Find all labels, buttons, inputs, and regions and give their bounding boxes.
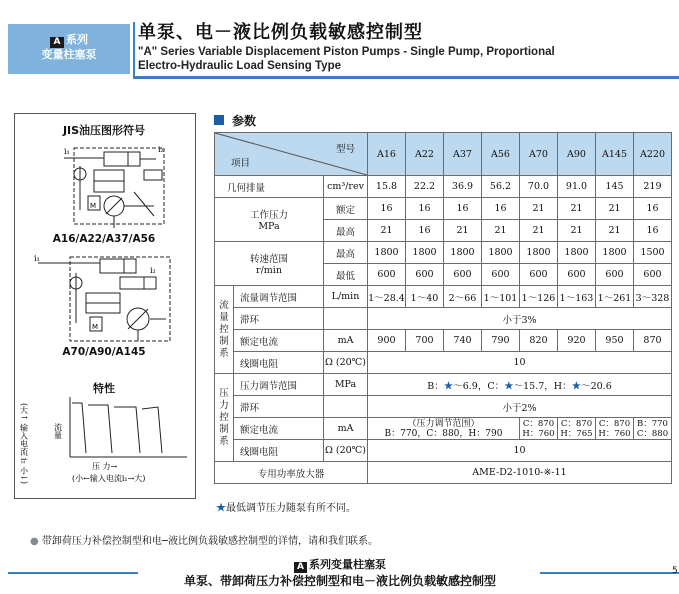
table-cell-text: C：870 — [522, 418, 555, 429]
pressure-label-cell — [215, 198, 324, 242]
table-row-displacement — [215, 176, 672, 198]
table-row-pressure-rated — [215, 198, 672, 220]
speed-label-cell — [215, 242, 324, 286]
footer-series-logo-icon: A — [294, 562, 307, 573]
footer-rule-right — [540, 572, 679, 574]
table-row-flow-hysteresis — [215, 308, 672, 330]
disp-unit: cm³/rev — [324, 176, 368, 198]
table-cell: 1800 — [520, 242, 558, 264]
header-diagonal-cell — [215, 133, 368, 176]
table-cell: 1800 — [482, 242, 520, 264]
table-cell: Ω (20℃) — [324, 352, 368, 374]
table-cell: 流量调节范围 — [234, 286, 324, 308]
char-axis-x2: (小←输入电流i₁→大) — [72, 474, 146, 483]
characteristic-title: 特性 — [93, 382, 115, 395]
table-row-amplifier — [215, 462, 672, 484]
contact-text: 带卸荷压力补偿控制型和电─液比例负载敏感控制型的详情，请和我们联系。 — [41, 536, 378, 547]
table-cell: Ω (20℃) — [324, 440, 368, 462]
table-cell: 滞环 — [234, 308, 324, 330]
table-cell: 36.9 — [444, 176, 482, 198]
characteristic-curve-chart — [19, 393, 192, 491]
table-cell: 740 — [444, 330, 482, 352]
page-number: 5 — [672, 566, 678, 576]
footnote-text: 最低调节压力随泵有所不同。 — [226, 503, 356, 514]
table-cell — [596, 418, 634, 440]
table-cell: 额定电流 — [234, 418, 324, 440]
page-subtitle-line1: "A" Series Variable Displacement Piston Pumps - Single Pump, Proportional — [138, 46, 555, 58]
table-row-press-current — [215, 418, 672, 440]
table-cell: AME-D2-1010-※-11 — [368, 462, 672, 484]
press-range-value: B：★～6.9，C：★～15.7，H：★～20.6 — [368, 374, 672, 396]
table-cell-text: 转速范围 — [249, 254, 288, 265]
table-row-flow-coil — [215, 352, 672, 374]
header-rule — [133, 76, 679, 79]
jis-symbol-title: JIS油压图形符号 — [62, 124, 146, 137]
table-cell: 额定 — [324, 198, 368, 220]
table-cell: 600 — [368, 264, 406, 286]
char-axis-y: (大↑ 输入电流 i₂ 小↓) — [19, 403, 29, 485]
table-cell: 950 — [596, 330, 634, 352]
table-row-press-coil — [215, 440, 672, 462]
caption-models-1: A16/A22/A37/A56 — [52, 233, 156, 245]
badge-line2: 变量柱塞泵 — [41, 48, 97, 61]
table-cell — [368, 418, 520, 440]
star-icon: ★ — [216, 503, 226, 514]
caption-models-2: A70/A90/A145 — [62, 346, 146, 358]
table-cell: 最高 — [324, 220, 368, 242]
badge-line1: 系列 — [66, 33, 88, 46]
table-cell: 600 — [444, 264, 482, 286]
table-cell: 3～328 — [634, 286, 672, 308]
table-cell: mA — [324, 330, 368, 352]
hydraulic-symbol-diagram-2 — [30, 253, 180, 345]
table-cell-text: MPa — [258, 221, 280, 232]
spec-table — [214, 132, 672, 484]
table-cell-text: 压力控制系 — [219, 387, 229, 447]
table-cell — [520, 418, 558, 440]
table-cell-text: r/min — [256, 265, 282, 276]
section-title: 参数 — [232, 114, 257, 128]
model-col: A16 — [368, 133, 406, 176]
model-col: A90 — [558, 133, 596, 176]
model-col: A37 — [444, 133, 482, 176]
page-subtitle-line2: Electro-Hydraulic Load Sensing Type — [138, 60, 341, 72]
table-cell: 最高 — [324, 242, 368, 264]
table-row-flow-range — [215, 286, 672, 308]
table-cell — [324, 396, 368, 418]
table-cell: 900 — [368, 330, 406, 352]
table-cell: 1～126 — [520, 286, 558, 308]
table-cell: 10 — [368, 352, 672, 374]
table-cell: 小于3% — [368, 308, 672, 330]
table-row-flow-current — [215, 330, 672, 352]
table-cell: 1500 — [634, 242, 672, 264]
table-cell: 额定电流 — [234, 330, 324, 352]
table-cell-text: 工作压力 — [249, 210, 288, 221]
table-cell — [634, 418, 672, 440]
table-cell-text: C：880 — [636, 428, 669, 439]
footer-rule-left — [8, 572, 138, 574]
table-cell: 920 — [558, 330, 596, 352]
table-cell: 2～66 — [444, 286, 482, 308]
disp-label: 几何排量 — [215, 176, 324, 198]
header-item-label: 项目 — [231, 158, 251, 169]
table-cell: 21 — [482, 220, 520, 242]
table-cell-text: H：760 — [522, 428, 555, 439]
page-title: 单泵、电－液比例负载敏感控制型 — [138, 22, 423, 43]
table-cell: 21 — [558, 220, 596, 242]
table-cell: 最低 — [324, 264, 368, 286]
table-header-row — [215, 133, 672, 176]
table-cell-text: C：870 — [560, 418, 593, 429]
table-cell: 219 — [634, 176, 672, 198]
table-cell: 1800 — [406, 242, 444, 264]
table-cell: 145 — [596, 176, 634, 198]
table-cell: 600 — [634, 264, 672, 286]
table-cell: 21 — [368, 220, 406, 242]
table-cell: 1～163 — [558, 286, 596, 308]
sym2-i1: i₁ — [34, 254, 40, 263]
table-cell: 16 — [482, 198, 520, 220]
table-cell: 820 — [520, 330, 558, 352]
table-cell: mA — [324, 418, 368, 440]
table-cell: MPa — [324, 374, 368, 396]
table-cell: 10 — [368, 440, 672, 462]
table-cell-text: B：770 — [637, 418, 668, 429]
table-cell: 21 — [520, 198, 558, 220]
hydraulic-symbol-diagram-1 — [44, 140, 174, 232]
table-cell: 790 — [482, 330, 520, 352]
table-cell-text: （压力调节范围） — [407, 418, 480, 429]
table-cell: 91.0 — [558, 176, 596, 198]
table-cell: 600 — [520, 264, 558, 286]
table-cell: 600 — [558, 264, 596, 286]
table-cell: 21 — [558, 198, 596, 220]
table-cell: 16 — [406, 220, 444, 242]
table-cell: 1～261 — [596, 286, 634, 308]
table-cell: 1800 — [368, 242, 406, 264]
table-cell-text: 流量控制系 — [219, 299, 229, 359]
footer-series — [140, 556, 540, 573]
table-cell: 21 — [596, 198, 634, 220]
table-cell: 600 — [406, 264, 444, 286]
table-cell: 70.0 — [520, 176, 558, 198]
table-row-press-hysteresis — [215, 396, 672, 418]
sym-i2: i₂ — [158, 145, 164, 154]
footer-line2: 单泵、带卸荷压力补偿控制型和电－液比例负载敏感控制型 — [183, 574, 496, 588]
series-logo-icon: A — [50, 37, 64, 48]
sym-i1: i₁ — [64, 147, 70, 156]
table-cell: 压力调节范围 — [234, 374, 324, 396]
table-cell: 700 — [406, 330, 444, 352]
table-cell: 线圈电阻 — [234, 352, 324, 374]
table-cell-text: H：765 — [560, 428, 593, 439]
footnote — [216, 499, 356, 514]
table-cell: 16 — [634, 220, 672, 242]
table-cell: 1800 — [444, 242, 482, 264]
table-cell: 小于2% — [368, 396, 672, 418]
table-cell: 21 — [520, 220, 558, 242]
sym2-i2: i₂ — [150, 266, 156, 275]
table-cell: 1～40 — [406, 286, 444, 308]
model-col: A145 — [596, 133, 634, 176]
table-cell: 21 — [596, 220, 634, 242]
footer-line1: 系列变量柱塞泵 — [309, 558, 386, 571]
table-cell: 专用功率放大器 — [215, 462, 368, 484]
flow-control-group — [215, 286, 234, 374]
model-col: A22 — [406, 133, 444, 176]
model-col: A220 — [634, 133, 672, 176]
header-divider — [133, 22, 135, 78]
table-cell: 1800 — [596, 242, 634, 264]
table-cell: 16 — [634, 198, 672, 220]
table-cell — [324, 308, 368, 330]
table-cell: 线圈电阻 — [234, 440, 324, 462]
table-cell-text: H：760 — [598, 428, 631, 439]
model-col: A70 — [520, 133, 558, 176]
table-cell: 15.8 — [368, 176, 406, 198]
table-cell: 滞环 — [234, 396, 324, 418]
table-cell: 600 — [596, 264, 634, 286]
table-cell: 56.2 — [482, 176, 520, 198]
svg-text:M: M — [92, 323, 99, 331]
char-axis-x: 压 力→ — [92, 462, 118, 471]
table-cell: L/min — [324, 286, 368, 308]
table-cell: 16 — [444, 198, 482, 220]
series-badge — [8, 24, 130, 74]
model-col: A56 — [482, 133, 520, 176]
table-cell-text: B：770，C：880，H：790 — [384, 428, 503, 439]
table-cell-text: C：870 — [598, 418, 631, 429]
header-model-label: 型号 — [335, 144, 355, 155]
table-cell: 1～101 — [482, 286, 520, 308]
table-cell: 870 — [634, 330, 672, 352]
press-control-group — [215, 374, 234, 462]
bullet-icon: ● — [30, 536, 39, 547]
table-row-press-range — [215, 374, 672, 396]
section-marker-icon — [214, 115, 224, 125]
svg-text:M: M — [90, 202, 97, 210]
table-row-speed-max — [215, 242, 672, 264]
table-cell: 1800 — [558, 242, 596, 264]
table-cell: 16 — [368, 198, 406, 220]
contact-note — [30, 532, 378, 547]
table-cell — [558, 418, 596, 440]
table-cell: 21 — [444, 220, 482, 242]
table-cell: 22.2 — [406, 176, 444, 198]
table-cell: 16 — [406, 198, 444, 220]
table-cell: 1～28.4 — [368, 286, 406, 308]
char-axis-y-right: 流量 — [53, 423, 63, 439]
table-cell: 600 — [482, 264, 520, 286]
